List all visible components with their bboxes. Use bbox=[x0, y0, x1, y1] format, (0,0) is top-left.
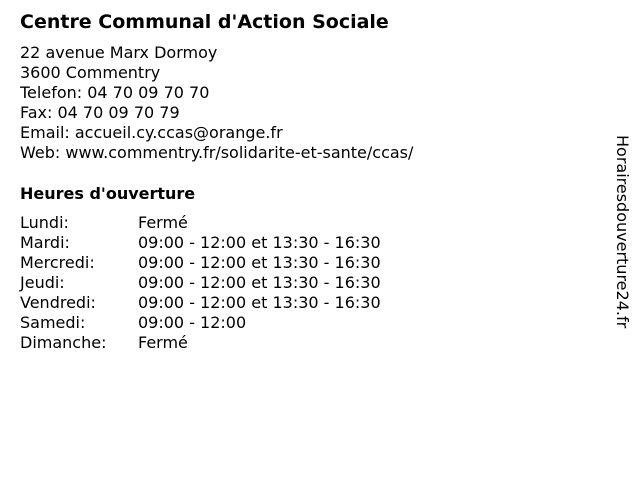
time-value: 09:00 - 12:00 bbox=[138, 313, 247, 332]
fax-number: Fax: 04 70 09 70 79 bbox=[20, 103, 180, 122]
website: Web: www.commentry.fr/solidarite-et-sante/ccas/ bbox=[20, 143, 414, 162]
day-label: Mercredi: bbox=[20, 253, 95, 272]
day-label: Vendredi: bbox=[20, 293, 96, 312]
phone-number: Telefon: 04 70 09 70 70 bbox=[20, 83, 210, 102]
time-value: Fermé bbox=[138, 333, 188, 352]
street-address: 22 avenue Marx Dormoy bbox=[20, 43, 218, 62]
day-label: Lundi: bbox=[20, 213, 69, 232]
day-label: Jeudi: bbox=[20, 273, 65, 292]
time-value: Fermé bbox=[138, 213, 188, 232]
watermark-site-name: Horairesdouverture24.fr bbox=[613, 135, 632, 329]
day-label: Samedi: bbox=[20, 313, 86, 332]
time-value: 09:00 - 12:00 et 13:30 - 16:30 bbox=[138, 273, 381, 292]
email-address: Email: accueil.cy.ccas@orange.fr bbox=[20, 123, 283, 142]
hours-heading: Heures d'ouverture bbox=[20, 184, 196, 203]
time-value: 09:00 - 12:00 et 13:30 - 16:30 bbox=[138, 233, 381, 252]
day-label: Mardi: bbox=[20, 233, 70, 252]
page-title: Centre Communal d'Action Sociale bbox=[20, 11, 389, 33]
city: 3600 Commentry bbox=[20, 63, 161, 82]
address-block bbox=[20, 43, 413, 163]
day-label: Dimanche: bbox=[20, 333, 107, 352]
time-value: 09:00 - 12:00 et 13:30 - 16:30 bbox=[138, 293, 381, 312]
time-value: 09:00 - 12:00 et 13:30 - 16:30 bbox=[138, 253, 381, 272]
